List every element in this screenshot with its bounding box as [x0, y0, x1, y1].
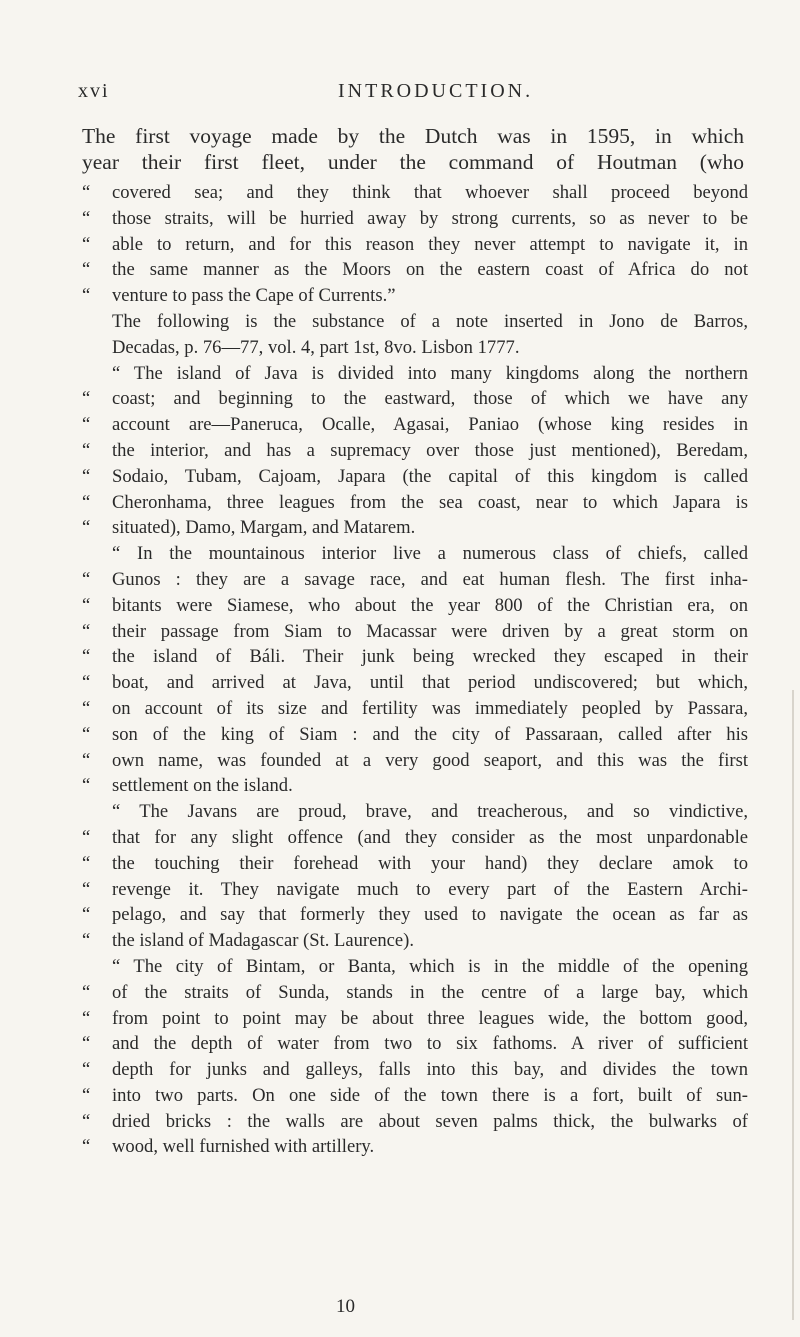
text-line: [82, 799, 748, 825]
line-text: Cheronhama, three leagues from the sea coast, near to which Japara is: [112, 491, 748, 513]
line-text: into two parts. On one side of the town there is a fort, built of sun-: [112, 1084, 748, 1106]
line-text: own name, was founded at a very good seaport, and this was the first: [112, 749, 748, 771]
text-line: [82, 257, 748, 283]
line-text: their passage from Siam to Macassar were driven by a great storm on: [112, 620, 748, 642]
quote-mark: “: [82, 1084, 91, 1106]
folio: xvi: [78, 80, 110, 102]
text-line: [82, 515, 748, 541]
quote-mark: “: [82, 233, 91, 255]
quote-mark: “: [82, 414, 91, 436]
line-text: revenge it. They navigate much to every part of the Eastern Archi-: [112, 878, 748, 900]
text-line: [82, 464, 748, 490]
line-text: dried bricks : the walls are about seven palms thick, the bulwarks of: [112, 1110, 748, 1132]
text-line: [82, 283, 748, 309]
quote-mark: “: [82, 646, 91, 668]
text-line: [82, 644, 748, 670]
text-line: [82, 567, 748, 593]
line-text: coast; and beginning to the eastward, those of which we have any: [112, 388, 748, 410]
line-text: wood, well furnished with artillery.: [112, 1136, 375, 1158]
line-text: the island of Báli. Their junk being wrecked they escaped in their: [112, 646, 748, 668]
page-edge-shadow: [792, 690, 794, 1320]
text-line: [82, 232, 748, 258]
line-text: covered sea; and they think that whoever shall proceed beyond: [112, 182, 748, 203]
line-text: venture to pass the Cape of Currents.”: [112, 285, 396, 307]
line-text: “ In the mountainous interior live a numerous class of chiefs, called: [112, 543, 748, 565]
quote-mark: “: [82, 517, 91, 539]
text-line: [82, 1057, 748, 1083]
text-line: [82, 361, 748, 387]
quote-mark: “: [82, 620, 91, 642]
page-header: [0, 80, 800, 110]
text-line: [82, 773, 748, 799]
quote-mark: “: [82, 723, 91, 745]
quote-mark: “: [82, 465, 91, 487]
lead-paragraph: [82, 124, 744, 176]
line-text: situated), Damo, Margam, and Matarem.: [112, 517, 416, 539]
text-line: [82, 541, 748, 567]
line-text: the touching their forehead with your hand) they declare amok to: [112, 852, 748, 874]
text-line: [82, 1006, 748, 1032]
line-text: account are—Paneruca, Ocalle, Agasai, Paniao (whose king resides in: [112, 414, 748, 436]
text-line: [82, 490, 748, 516]
quote-mark: “: [82, 775, 91, 797]
line-text: settlement on the island.: [112, 775, 293, 797]
line-text: the island of Madagascar (St. Laurence).: [112, 930, 415, 952]
quote-mark: “: [82, 285, 91, 307]
line-text: Gunos : they are a savage race, and eat human flesh. The first inha-: [112, 568, 748, 590]
line-text: boat, and arrived at Java, until that period undiscovered; but which,: [112, 672, 748, 694]
text-line: [82, 954, 748, 980]
quote-mark: “: [82, 182, 91, 203]
quote-mark: “: [82, 826, 91, 848]
line-text: “ The city of Bintam, or Banta, which is in the middle of the opening: [112, 955, 748, 977]
line-text: Decadas, p. 76—77, vol. 4, part 1st, 8vo. Lisbon 1777.: [112, 336, 520, 358]
running-title: INTRODUCTION.: [338, 80, 534, 102]
quote-mark: “: [82, 904, 91, 926]
quote-mark: “: [82, 1007, 91, 1029]
quote-mark: “: [82, 672, 91, 694]
text-line: [82, 851, 748, 877]
line-text: that for any slight offence (and they consider as the most unpardonable: [112, 826, 748, 848]
text-line: [82, 902, 748, 928]
quote-mark: “: [82, 1059, 91, 1081]
quote-mark: “: [82, 594, 91, 616]
text-line: [82, 877, 748, 903]
line-text: son of the king of Siam : and the city of Passaraan, called after his: [112, 723, 748, 745]
text-line: [82, 619, 748, 645]
line-text: The following is the substance of a note inserted in Jono de Barros,: [112, 310, 748, 332]
quote-mark: “: [82, 930, 91, 952]
text-line: [82, 309, 748, 335]
text-line: [82, 412, 748, 438]
line-text: bitants were Siamese, who about the year 800 of the Christian era, on: [112, 594, 748, 616]
lead-line: year their first fleet, under the command of Houtman (who: [82, 149, 744, 174]
line-text: depth for junks and galleys, falls into this bay, and divides the town: [112, 1059, 748, 1081]
line-text: from point to point may be about three leagues wide, the bottom good,: [112, 1007, 748, 1029]
text-line: [82, 722, 748, 748]
line-text: “ The Javans are proud, brave, and treacherous, and so vindictive,: [112, 801, 748, 823]
text-line: [82, 1134, 748, 1160]
line-text: the interior, and has a supremacy over those just mentioned), Beredam,: [112, 439, 748, 461]
quote-mark: “: [82, 439, 91, 461]
text-line: [82, 335, 748, 361]
text-line: [82, 593, 748, 619]
line-text: of the straits of Sunda, stands in the centre of a large bay, which: [112, 981, 748, 1003]
quote-mark: “: [82, 388, 91, 410]
text-line: [82, 670, 748, 696]
text-line: [82, 386, 748, 412]
text-line: [82, 928, 748, 954]
text-line: [82, 748, 748, 774]
text-line: [82, 1031, 748, 1057]
quote-mark: “: [82, 259, 91, 281]
line-text: “ The island of Java is divided into many kingdoms along the northern: [112, 362, 748, 384]
text-line: [82, 438, 748, 464]
line-text: on account of its size and fertility was immediately peopled by Passara,: [112, 697, 748, 719]
text-line: [82, 980, 748, 1006]
quote-mark: “: [82, 981, 91, 1003]
line-text: the same manner as the Moors on the eastern coast of Africa do not: [112, 259, 748, 281]
quoted-text-body: [82, 180, 748, 1160]
quote-mark: “: [82, 568, 91, 590]
quote-mark: “: [82, 207, 91, 229]
text-line: [82, 825, 748, 851]
line-text: those straits, will be hurried away by strong currents, so as never to be: [112, 207, 748, 229]
quote-mark: “: [82, 1110, 91, 1132]
text-line: [82, 206, 748, 232]
line-text: and the depth of water from two to six fathoms. A river of sufficient: [112, 1033, 748, 1055]
lead-line: The first voyage made by the Dutch was in 1595, in which: [82, 124, 744, 148]
text-line: [82, 180, 748, 206]
quote-mark: “: [82, 491, 91, 513]
quote-mark: “: [82, 878, 91, 900]
page-number-text: 10: [336, 1296, 355, 1317]
line-text: able to return, and for this reason they never attempt to navigate it, in: [112, 233, 748, 255]
quote-mark: “: [82, 697, 91, 719]
line-text: Sodaio, Tubam, Cajoam, Japara (the capital of this kingdom is called: [112, 465, 748, 487]
text-line: [82, 696, 748, 722]
quote-mark: “: [82, 1136, 91, 1158]
text-line: [82, 1109, 748, 1135]
line-text: pelago, and say that formerly they used to navigate the ocean as far as: [112, 904, 748, 926]
quote-mark: “: [82, 749, 91, 771]
quote-mark: “: [82, 852, 91, 874]
text-line: [82, 1083, 748, 1109]
quote-mark: “: [82, 1033, 91, 1055]
